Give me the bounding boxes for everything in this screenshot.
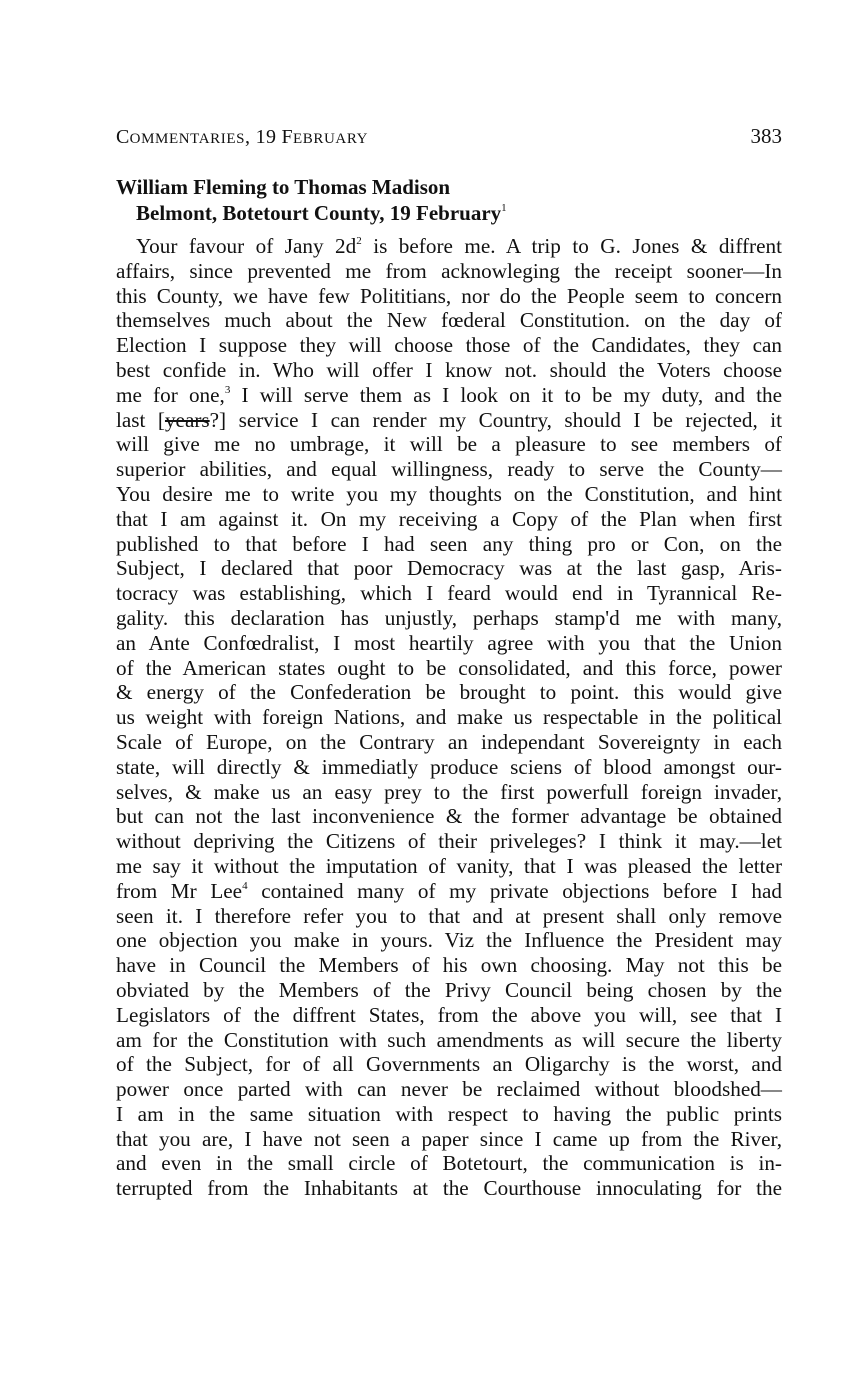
letter-line bbox=[116, 978, 782, 1003]
letter-line-text: published to that before I had seen any thing pro or Con, on the bbox=[116, 531, 782, 556]
letter-line-text: am for the Constitution with such amendments as will secure the liberty bbox=[116, 1027, 782, 1052]
running-head-initial-1: C bbox=[116, 126, 130, 148]
letter-line bbox=[116, 606, 782, 631]
letter-line bbox=[116, 308, 782, 333]
letter-line-text: without depriving the Citizens of their priveleges? I think it may.—let bbox=[116, 829, 782, 854]
letter-line bbox=[116, 854, 782, 879]
letter-line-text: and even in the small circle of Botetourt, the communication is in- bbox=[116, 1151, 782, 1176]
footnote-marker: 4 bbox=[242, 879, 248, 892]
letter-line bbox=[116, 457, 782, 482]
letter-line-text: seen it. I therefore refer you to that and at present shall only remove bbox=[116, 903, 782, 928]
letter-line-text: that I am against it. On my receiving a Copy of the Plan when first bbox=[116, 506, 782, 531]
letter-line-text: state, will directly & immediatly produce sciens of blood amongst our- bbox=[116, 754, 782, 779]
letter-line-text: an Ante Confœdralist, I most heartily agree with you that the Union bbox=[116, 630, 782, 655]
letter-line bbox=[116, 730, 782, 755]
letter-line bbox=[116, 1127, 782, 1152]
letter-line-text: one objection you make in yours. Viz the Influence the President may bbox=[116, 928, 782, 953]
letter-line-text: Subject, I declared that poor Democracy was at the last gasp, Aris- bbox=[116, 556, 782, 581]
letter-line-text: superior abilities, and equal willingness, ready to serve the County— bbox=[116, 457, 782, 482]
letter-line bbox=[116, 358, 782, 383]
letter-line-text: of the Subject, for of all Governments an Oligarchy is the worst, and bbox=[116, 1052, 782, 1077]
letter-line-text: me for one, bbox=[116, 382, 225, 407]
letter-line-text: selves, & make us an easy prey to the first powerfull foreign invader, bbox=[116, 779, 782, 804]
letter-line-text: Election I suppose they will choose those of the Candidates, they can bbox=[116, 333, 782, 358]
letter-line-text: me say it without the imputation of vanity, that I was pleased the letter bbox=[116, 853, 782, 878]
letter-line bbox=[116, 383, 782, 408]
letter-line bbox=[116, 259, 782, 284]
letter-line-text: power once parted with can never be reclaimed without bloodshed— bbox=[116, 1077, 782, 1102]
letter-line-text: that you are, I have not seen a paper since I came up from the River, bbox=[116, 1126, 782, 1151]
letter-line bbox=[116, 829, 782, 854]
running-head-date: , 19 bbox=[245, 126, 282, 148]
letter-line-text-cont: is before me. A trip to G. Jones & diffrent bbox=[361, 234, 782, 258]
heading-correspondents: William Fleming to Thomas Madison bbox=[116, 175, 451, 199]
letter-line-text: terrupted from the Inhabitants at the Courthouse innoculating for the bbox=[116, 1176, 782, 1201]
letter-line-text: this County, we have few Polititians, nor do the People seem to concern bbox=[116, 283, 782, 308]
letter-line bbox=[116, 928, 782, 953]
letter-line-text: will give me no umbrage, it will be a pleasure to see members of bbox=[116, 432, 782, 457]
letter-line bbox=[116, 755, 782, 780]
letter-line-text: Scale of Europe, on the Contrary an independant Sovereignty in each bbox=[116, 729, 782, 754]
letter-line-text: best confide in. Who will offer I know not. should the Voters choose bbox=[116, 357, 782, 382]
letter-line-text: affairs, since prevented me from acknowleging the receipt sooner—In bbox=[116, 258, 782, 283]
letter-line-text: gality. this declaration has unjustly, perhaps stamp'd me with many, bbox=[116, 605, 782, 630]
letter-line bbox=[116, 1176, 782, 1201]
letter-line-text: & energy of the Confederation be brought to point. this would give bbox=[116, 680, 782, 705]
heading-place-date-text: Belmont, Botetourt County, 19 February bbox=[136, 201, 502, 225]
letter-line bbox=[116, 1028, 782, 1053]
letter-line-text: obviated by the Members of the Privy Council being chosen by the bbox=[116, 977, 782, 1002]
heading-place-date bbox=[116, 200, 782, 226]
letter-line-text: us weight with foreign Nations, and make us respectable in the political bbox=[116, 705, 782, 730]
letter-line-text: tocracy was establishing, which I feard would end in Tyrannical Re- bbox=[116, 581, 782, 606]
letter-line bbox=[116, 1151, 782, 1176]
letter-line bbox=[116, 904, 782, 929]
letter-line bbox=[116, 532, 782, 557]
letter-line-text-cont: ?] service I can render my Country, should I be rejected, it bbox=[209, 407, 782, 432]
letter-line bbox=[116, 1102, 782, 1127]
letter-line-text: have in Council the Members of his own choosing. May not this be bbox=[116, 953, 782, 978]
letter-line-text: of the American states ought to be consolidated, and this force, power bbox=[116, 655, 782, 680]
letter-line-text: Legislators of the diffrent States, from the above you will, see that I bbox=[116, 1002, 782, 1027]
letter-line bbox=[116, 556, 782, 581]
letter-line bbox=[116, 234, 782, 259]
letter-line-text: last [ bbox=[116, 407, 165, 432]
letter-line-text: themselves much about the New fœderal Constitution. on the day of bbox=[116, 308, 782, 333]
letter-line-text-cont: contained many of my private objections before I had bbox=[247, 878, 782, 903]
letter-line bbox=[116, 656, 782, 681]
letter-line bbox=[116, 482, 782, 507]
heading-footnote-marker: 1 bbox=[501, 202, 507, 214]
footnote-marker: 2 bbox=[356, 235, 362, 247]
letter-line bbox=[116, 953, 782, 978]
letter-line bbox=[116, 507, 782, 532]
page-number: 383 bbox=[750, 124, 782, 148]
letter-body bbox=[116, 234, 782, 1201]
letter-line bbox=[116, 804, 782, 829]
running-head-smallcaps-1: OMMENTARIES bbox=[129, 131, 246, 147]
letter-line bbox=[116, 1052, 782, 1077]
running-head-title bbox=[116, 126, 368, 149]
letter-line bbox=[116, 581, 782, 606]
letter-line-text: I am in the same situation with respect to having the public prints bbox=[116, 1101, 782, 1126]
struck-word: years bbox=[164, 407, 210, 432]
running-head-smallcaps-2: EBRUARY bbox=[292, 131, 369, 147]
letter-line bbox=[116, 333, 782, 358]
letter-line-text: but can not the last inconvenience & the former advantage be obtained bbox=[116, 804, 782, 829]
running-head bbox=[116, 124, 782, 149]
letter-line bbox=[116, 780, 782, 805]
letter-line bbox=[116, 1003, 782, 1028]
document-heading bbox=[116, 174, 782, 226]
letter-line bbox=[116, 680, 782, 705]
letter-line bbox=[116, 705, 782, 730]
footnote-marker: 3 bbox=[224, 383, 231, 396]
running-head-initial-2: F bbox=[281, 126, 293, 148]
letter-line-text: You desire me to write you my thoughts on the Constitution, and hint bbox=[116, 481, 782, 506]
letter-line bbox=[116, 284, 782, 309]
letter-line-text: from Mr Lee bbox=[116, 878, 243, 903]
letter-line bbox=[116, 1077, 782, 1102]
letter-line bbox=[116, 879, 782, 904]
letter-line bbox=[116, 432, 782, 457]
letter-line bbox=[116, 408, 782, 433]
letter-line-text: Your favour of Jany 2d bbox=[136, 234, 357, 258]
letter-line-text-cont: I will serve them as I look on it to be my duty, and the bbox=[230, 382, 782, 407]
letter-line bbox=[116, 631, 782, 656]
